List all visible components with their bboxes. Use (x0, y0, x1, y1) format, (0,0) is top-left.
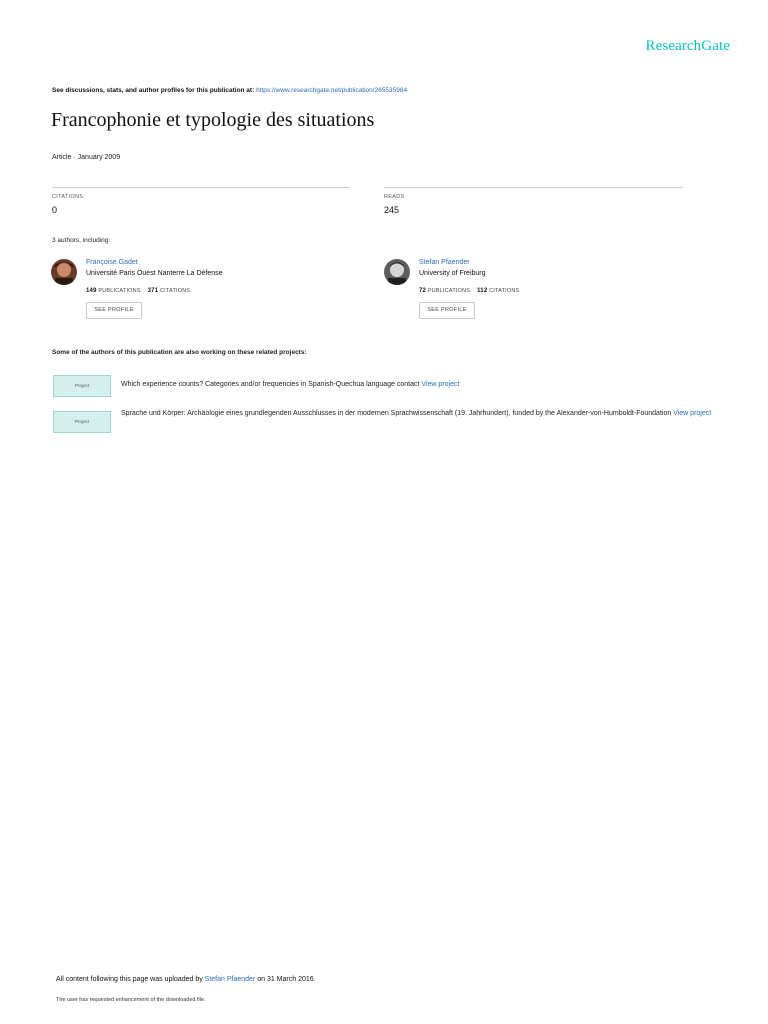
author-avatar-gadet[interactable] (51, 259, 77, 285)
reads-divider (384, 187, 683, 188)
citations-divider (52, 187, 350, 188)
author-stats (419, 288, 519, 294)
publications-label: PUBLICATIONS (427, 288, 471, 294)
author-institution: University of Freiburg (419, 270, 486, 277)
researchgate-logo[interactable]: ResearchGate (645, 38, 730, 54)
author-stats (86, 288, 190, 294)
publications-count: 72 (419, 288, 427, 294)
portrait-image (384, 259, 410, 285)
author-avatar-pfaender[interactable] (384, 259, 410, 285)
upload-date: on 31 March 2016. (257, 976, 316, 983)
publication-title: Francophonie et typologie des situations (51, 109, 375, 131)
discussion-line (52, 87, 407, 94)
enhancement-note: The user has requested enhancement of the downloaded file. (56, 997, 206, 1003)
uploader-link[interactable]: Stefan Pfaender (204, 976, 256, 983)
citations-label: CITATIONS (52, 194, 84, 200)
project-item (121, 408, 716, 420)
citations-value: 0 (52, 205, 58, 215)
citations-count: 371 (147, 288, 159, 294)
reads-value: 245 (384, 205, 400, 215)
reads-label: READS (384, 194, 405, 200)
see-profile-button[interactable]: SEE PROFILE (86, 302, 142, 319)
upload-prefix: All content following this page was uploaded by (56, 976, 203, 983)
publications-label: PUBLICATIONS (98, 288, 141, 294)
publication-url-link[interactable]: https://www.researchgate.net/publication/265535984 (256, 87, 408, 94)
authors-heading: 3 authors, including: (52, 237, 111, 244)
citations-label: CITATIONS (489, 288, 520, 294)
project-badge[interactable]: Project (53, 375, 111, 397)
related-projects-heading: Some of the authors of this publication are also working on these related projects: (52, 349, 307, 356)
project-description: Sprache und Körper: Archäologie eines grundlegenden Ausschlusses in der modernen Sprachwissenschaft (19. Jahrhundert), funded by the Alexander-von-Humboldt-Foundation (121, 410, 672, 417)
author-name-link[interactable]: Stefan Pfaender (419, 259, 470, 266)
author-institution: Université Paris Ouest Nanterre La Défense (86, 270, 223, 277)
author-name-link[interactable]: Françoise Gadet (86, 259, 138, 266)
view-project-link[interactable]: View project (673, 410, 712, 417)
portrait-image (51, 259, 77, 285)
view-project-link[interactable]: View project (421, 381, 460, 388)
publications-count: 149 (86, 288, 97, 294)
project-badge[interactable]: Project (53, 411, 111, 433)
project-description: Which experience counts? Categories and/or frequencies in Spanish-Quechua language contact (121, 381, 420, 388)
project-item (121, 379, 721, 391)
discussion-text: See discussions, stats, and author profiles for this publication at: (52, 87, 255, 94)
citations-label: CITATIONS (159, 288, 191, 294)
publication-meta: Article · January 2009 (52, 154, 121, 161)
upload-line (56, 976, 316, 983)
citations-count: 112 (477, 288, 488, 294)
see-profile-button[interactable]: SEE PROFILE (419, 302, 475, 319)
